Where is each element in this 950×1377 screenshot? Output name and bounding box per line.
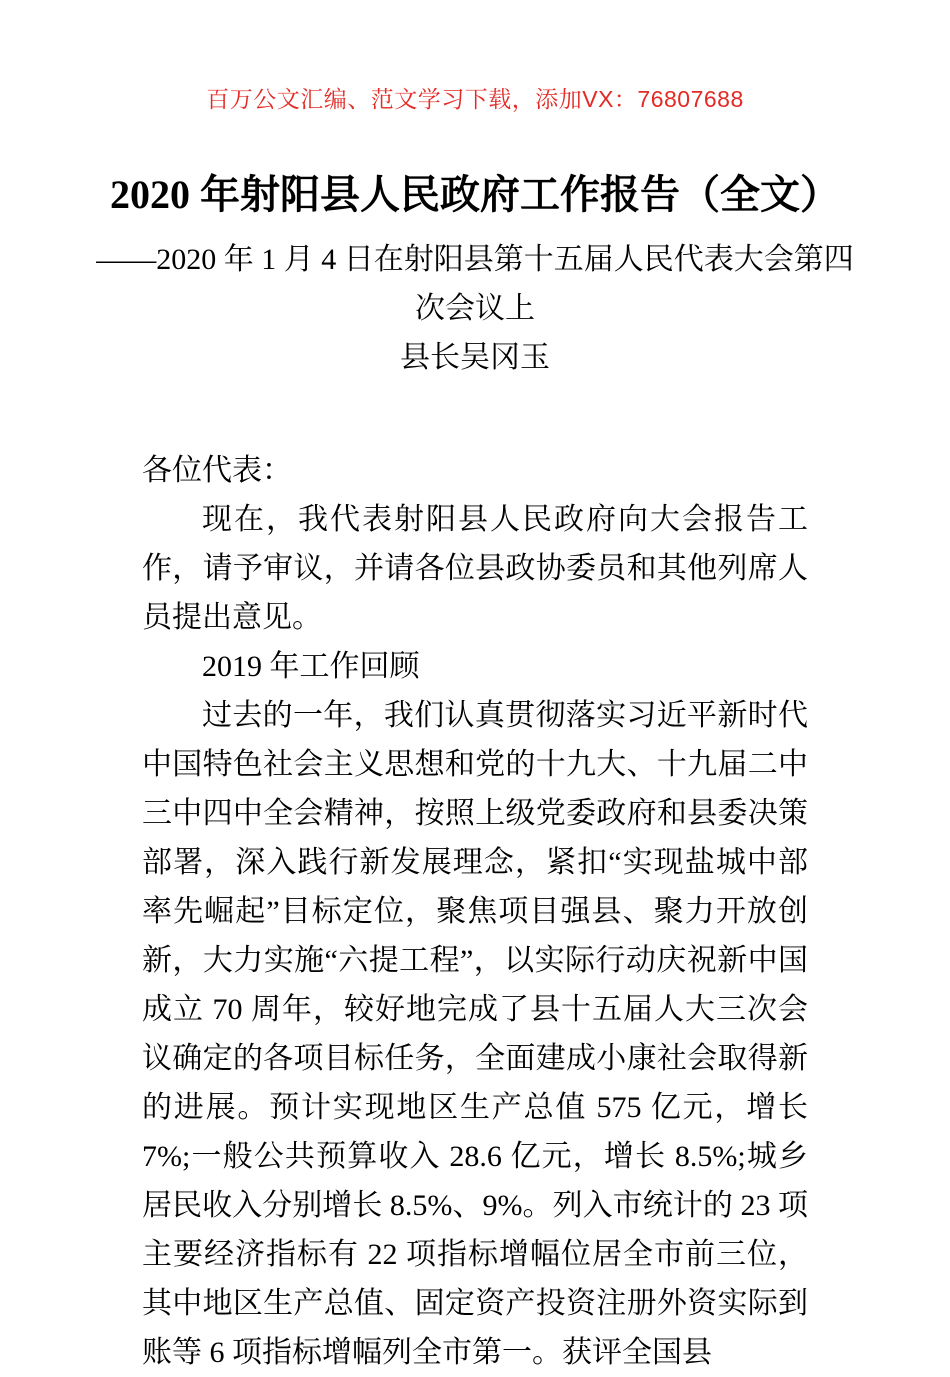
paragraph-opening: 现在，我代表射阳县人民政府向大会报告工作，请予审议，并请各位县政协委员和其他列席人员提出意见。 [142,503,808,634]
document-author-line: 县长吴冈玉 [400,341,550,374]
salutation-line: 各位代表： [142,454,292,487]
paragraph-2019-summary: 过去的一年，我们认真贯彻落实习近平新时代中国特色社会主义思想和党的十九大、十九届二中三中四中全会精神，按照上级党委政府和县委决策部署，深入践行新发展理念，紧扣“实现盐城中部率先崛起”目标定位，聚焦项目强县、聚力开放创新，大力实施“六提工程”，以实际行动庆祝新中国成立 70 周年，较好地完成了县十五届人大三次会议确定的各项目标任务，全面建成小康社会取得新的进展。预计实现地区生产总值 575 亿元，增长 7%;一般公共预算收入 28.6 亿元，增长 8.5%;城乡居民收入分别增长 8.5%、9%。列入市统计的 23 项主要经济指标有 22 项指标增幅位居全市前三位，其中地区生产总值、固定资产投资注册外资实际到账等 6 项指标增幅列全市第一。获评全国县 [142,699,808,1369]
document-subtitle-line1: ——2020 年 1 月 4 日在射阳县第十五届人民代表大会第四 [96,243,854,276]
promo-banner-text: 百万公文汇编、范文学习下载，添加VX：76807688 [206,86,744,112]
document-title: 2020 年射阳县人民政府工作报告（全文） [110,172,840,217]
document-subtitle-line2: 次会议上 [415,292,535,325]
document-subtitle-block [0,235,950,382]
document-body [142,446,808,1377]
section-heading-2019-review: 2019 年工作回顾 [202,650,420,683]
